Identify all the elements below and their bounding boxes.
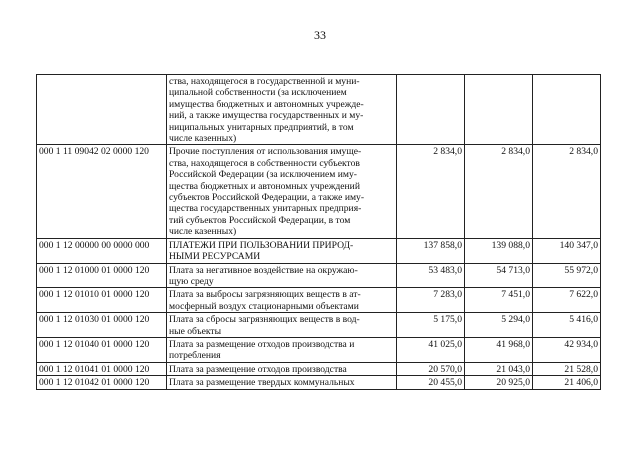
amount-year-2-cell: 2 834,0	[465, 145, 533, 238]
amount-year-1-cell: 7 283,0	[397, 288, 465, 313]
amount-year-3-cell: 140 347,0	[533, 238, 601, 263]
income-name-cell	[167, 313, 397, 338]
amount-year-3-cell: 42 934,0	[533, 337, 601, 362]
table-row	[37, 263, 601, 288]
amount-year-2-cell: 21 043,0	[465, 362, 533, 375]
amount-year-2-cell: 5 294,0	[465, 313, 533, 338]
amount-year-3-cell: 7 622,0	[533, 288, 601, 313]
table-row	[37, 145, 601, 238]
table-row	[37, 238, 601, 263]
amount-year-3-cell: 21 406,0	[533, 376, 601, 389]
amount-year-2-cell: 139 088,0	[465, 238, 533, 263]
income-name-line: Плата за размещение твердых коммунальных	[169, 377, 355, 389]
budget-code-cell	[37, 75, 167, 145]
budget-code-cell: 000 1 12 01010 01 0000 120	[37, 288, 167, 313]
income-name-cell	[167, 376, 397, 389]
table-row	[37, 75, 601, 145]
amount-year-1-cell: 5 175,0	[397, 313, 465, 338]
income-name-line: Плата за размещение отходов производства и	[169, 338, 355, 350]
income-name-line: субъектов Российской Федерации, а также иму-	[169, 192, 365, 204]
amount-year-1-cell: 2 834,0	[397, 145, 465, 238]
income-name-line: ства, находящегося в собственности субъектов	[169, 157, 360, 169]
budget-code-cell: 000 1 12 01030 01 0000 120	[37, 313, 167, 338]
income-name-cell	[167, 75, 397, 145]
income-name-cell	[167, 337, 397, 362]
income-name-line: ПЛАТЕЖИ ПРИ ПОЛЬЗОВАНИИ ПРИРОД-	[169, 239, 354, 251]
amount-year-1-cell: 41 025,0	[397, 337, 465, 362]
income-name-line: Плата за сбросы загрязняющих веществ в вод-	[169, 314, 360, 326]
income-name-line: Плата за выбросы загрязняющих веществ в ат-	[169, 289, 361, 301]
amount-year-3-cell: 2 834,0	[533, 145, 601, 238]
income-name-line: ний, а также имущества государственных и му-	[169, 110, 364, 122]
budget-code-cell: 000 1 12 01042 01 0000 120	[37, 376, 167, 389]
amount-year-3-cell	[533, 75, 601, 145]
income-name-line: Прочие поступления от использования имуще-	[169, 146, 362, 158]
table-row	[37, 376, 601, 389]
income-name-cell	[167, 362, 397, 375]
amount-year-1-cell: 137 858,0	[397, 238, 465, 263]
amount-year-1-cell: 20 570,0	[397, 362, 465, 375]
income-name-line: мосферный воздух стационарными объектами	[169, 300, 359, 312]
amount-year-1-cell: 20 455,0	[397, 376, 465, 389]
income-name-line: щую среду	[169, 275, 214, 287]
amount-year-1-cell	[397, 75, 465, 145]
amount-year-3-cell: 5 416,0	[533, 313, 601, 338]
income-name-cell	[167, 145, 397, 238]
table-row	[37, 288, 601, 313]
amount-year-2-cell: 41 968,0	[465, 337, 533, 362]
income-name-line: числе казенных)	[169, 133, 237, 145]
budget-code-cell: 000 1 12 01040 01 0000 120	[37, 337, 167, 362]
budget-table-body	[37, 75, 601, 390]
income-name-line: щества государственных унитарных предприя-	[169, 203, 362, 215]
income-name-line: Плата за негативное воздействие на окружаю-	[169, 264, 358, 276]
income-name-line: тий субъектов Российской Федерации, в том	[169, 214, 351, 226]
amount-year-2-cell: 20 925,0	[465, 376, 533, 389]
amount-year-2-cell: 54 713,0	[465, 263, 533, 288]
income-name-line: НЫМИ РЕСУРСАМИ	[169, 251, 261, 263]
table-row	[37, 362, 601, 375]
budget-table	[36, 74, 601, 390]
amount-year-1-cell: 53 483,0	[397, 263, 465, 288]
income-name-line: потребления	[169, 350, 221, 362]
income-name-line: имущества бюджетных и автономных учрежде-	[169, 98, 364, 110]
amount-year-2-cell: 7 451,0	[465, 288, 533, 313]
income-name-line: ные объекты	[169, 325, 222, 337]
income-name-cell	[167, 238, 397, 263]
income-name-line: ниципальных унитарных предприятий, в том	[169, 121, 354, 133]
amount-year-3-cell: 21 528,0	[533, 362, 601, 375]
table-row	[37, 337, 601, 362]
page-number: 33	[314, 28, 326, 42]
income-name-line: Плата за размещение отходов производства	[169, 363, 347, 375]
budget-code-cell: 000 1 11 09042 02 0000 120	[37, 145, 167, 238]
income-name-line: числе казенных)	[169, 226, 237, 238]
income-name-line: ства, находящегося в государственной и муни-	[169, 76, 360, 87]
budget-code-cell: 000 1 12 01000 01 0000 120	[37, 263, 167, 288]
amount-year-3-cell: 55 972,0	[533, 263, 601, 288]
income-name-line: щества бюджетных и автономных учреждений	[169, 180, 360, 192]
income-name-cell	[167, 288, 397, 313]
income-name-cell	[167, 263, 397, 288]
table-row	[37, 313, 601, 338]
budget-code-cell: 000 1 12 00000 00 0000 000	[37, 238, 167, 263]
income-name-line: ципальной собственности (за исключением	[169, 87, 347, 99]
amount-year-2-cell	[465, 75, 533, 145]
budget-code-cell: 000 1 12 01041 01 0000 120	[37, 362, 167, 375]
income-name-line: Российской Федерации (за исключением иму-	[169, 169, 357, 181]
